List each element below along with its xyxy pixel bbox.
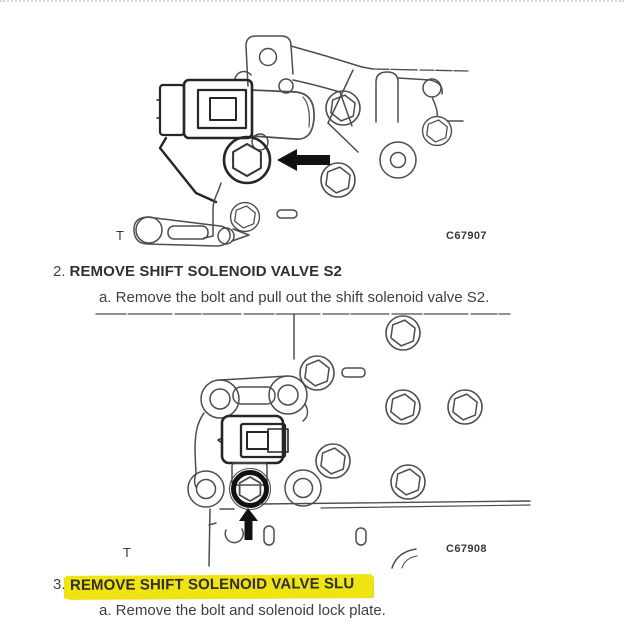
top-dotted-divider <box>0 0 624 2</box>
step-2-substep-a: a. Remove the bolt and pull out the shift solenoid valve S2. <box>99 289 490 306</box>
slu-figure-drawing <box>92 312 532 570</box>
figure-shift-solenoid-slu <box>92 312 532 570</box>
arrow-left-icon <box>277 149 330 171</box>
hex-bolt-icon <box>316 444 350 478</box>
washer-icon <box>380 142 416 178</box>
s2-solenoid-connector <box>157 80 252 202</box>
hex-bolt-icon <box>231 203 260 232</box>
hex-bolt-icon <box>448 390 482 424</box>
figure-shift-solenoid-s2 <box>100 30 520 255</box>
hex-bolt-icon <box>386 390 420 424</box>
s2-bolt <box>224 137 270 183</box>
figure2-corner-label: T <box>123 545 132 560</box>
step-3-number: 3. <box>53 576 66 593</box>
figure1-corner-label: T <box>116 228 125 243</box>
slu-solenoid-connector <box>218 416 288 463</box>
step-3-heading <box>53 576 372 597</box>
hex-bolt-icon <box>423 117 452 146</box>
step-2-heading <box>53 263 342 280</box>
step-3-title-highlighted: REMOVE SHIFT SOLENOID VALVE SLU <box>65 574 371 598</box>
step-2-number: 2. <box>53 263 66 280</box>
hex-bolt-icon <box>326 91 360 125</box>
hex-bolt-icon <box>386 316 420 350</box>
hex-bolt-icon <box>300 356 334 390</box>
s2-figure-drawing <box>100 30 520 255</box>
step-2-title: REMOVE SHIFT SOLENOID VALVE S2 <box>69 263 342 280</box>
figure1-id: C67907 <box>446 230 487 242</box>
step-3-substep-a: a. Remove the bolt and solenoid lock plate. <box>99 602 386 619</box>
hex-bolt-icon <box>321 163 355 197</box>
arrow-up-icon <box>239 508 258 540</box>
hex-bolt-icon <box>391 465 425 499</box>
figure2-id: C67908 <box>446 543 487 555</box>
